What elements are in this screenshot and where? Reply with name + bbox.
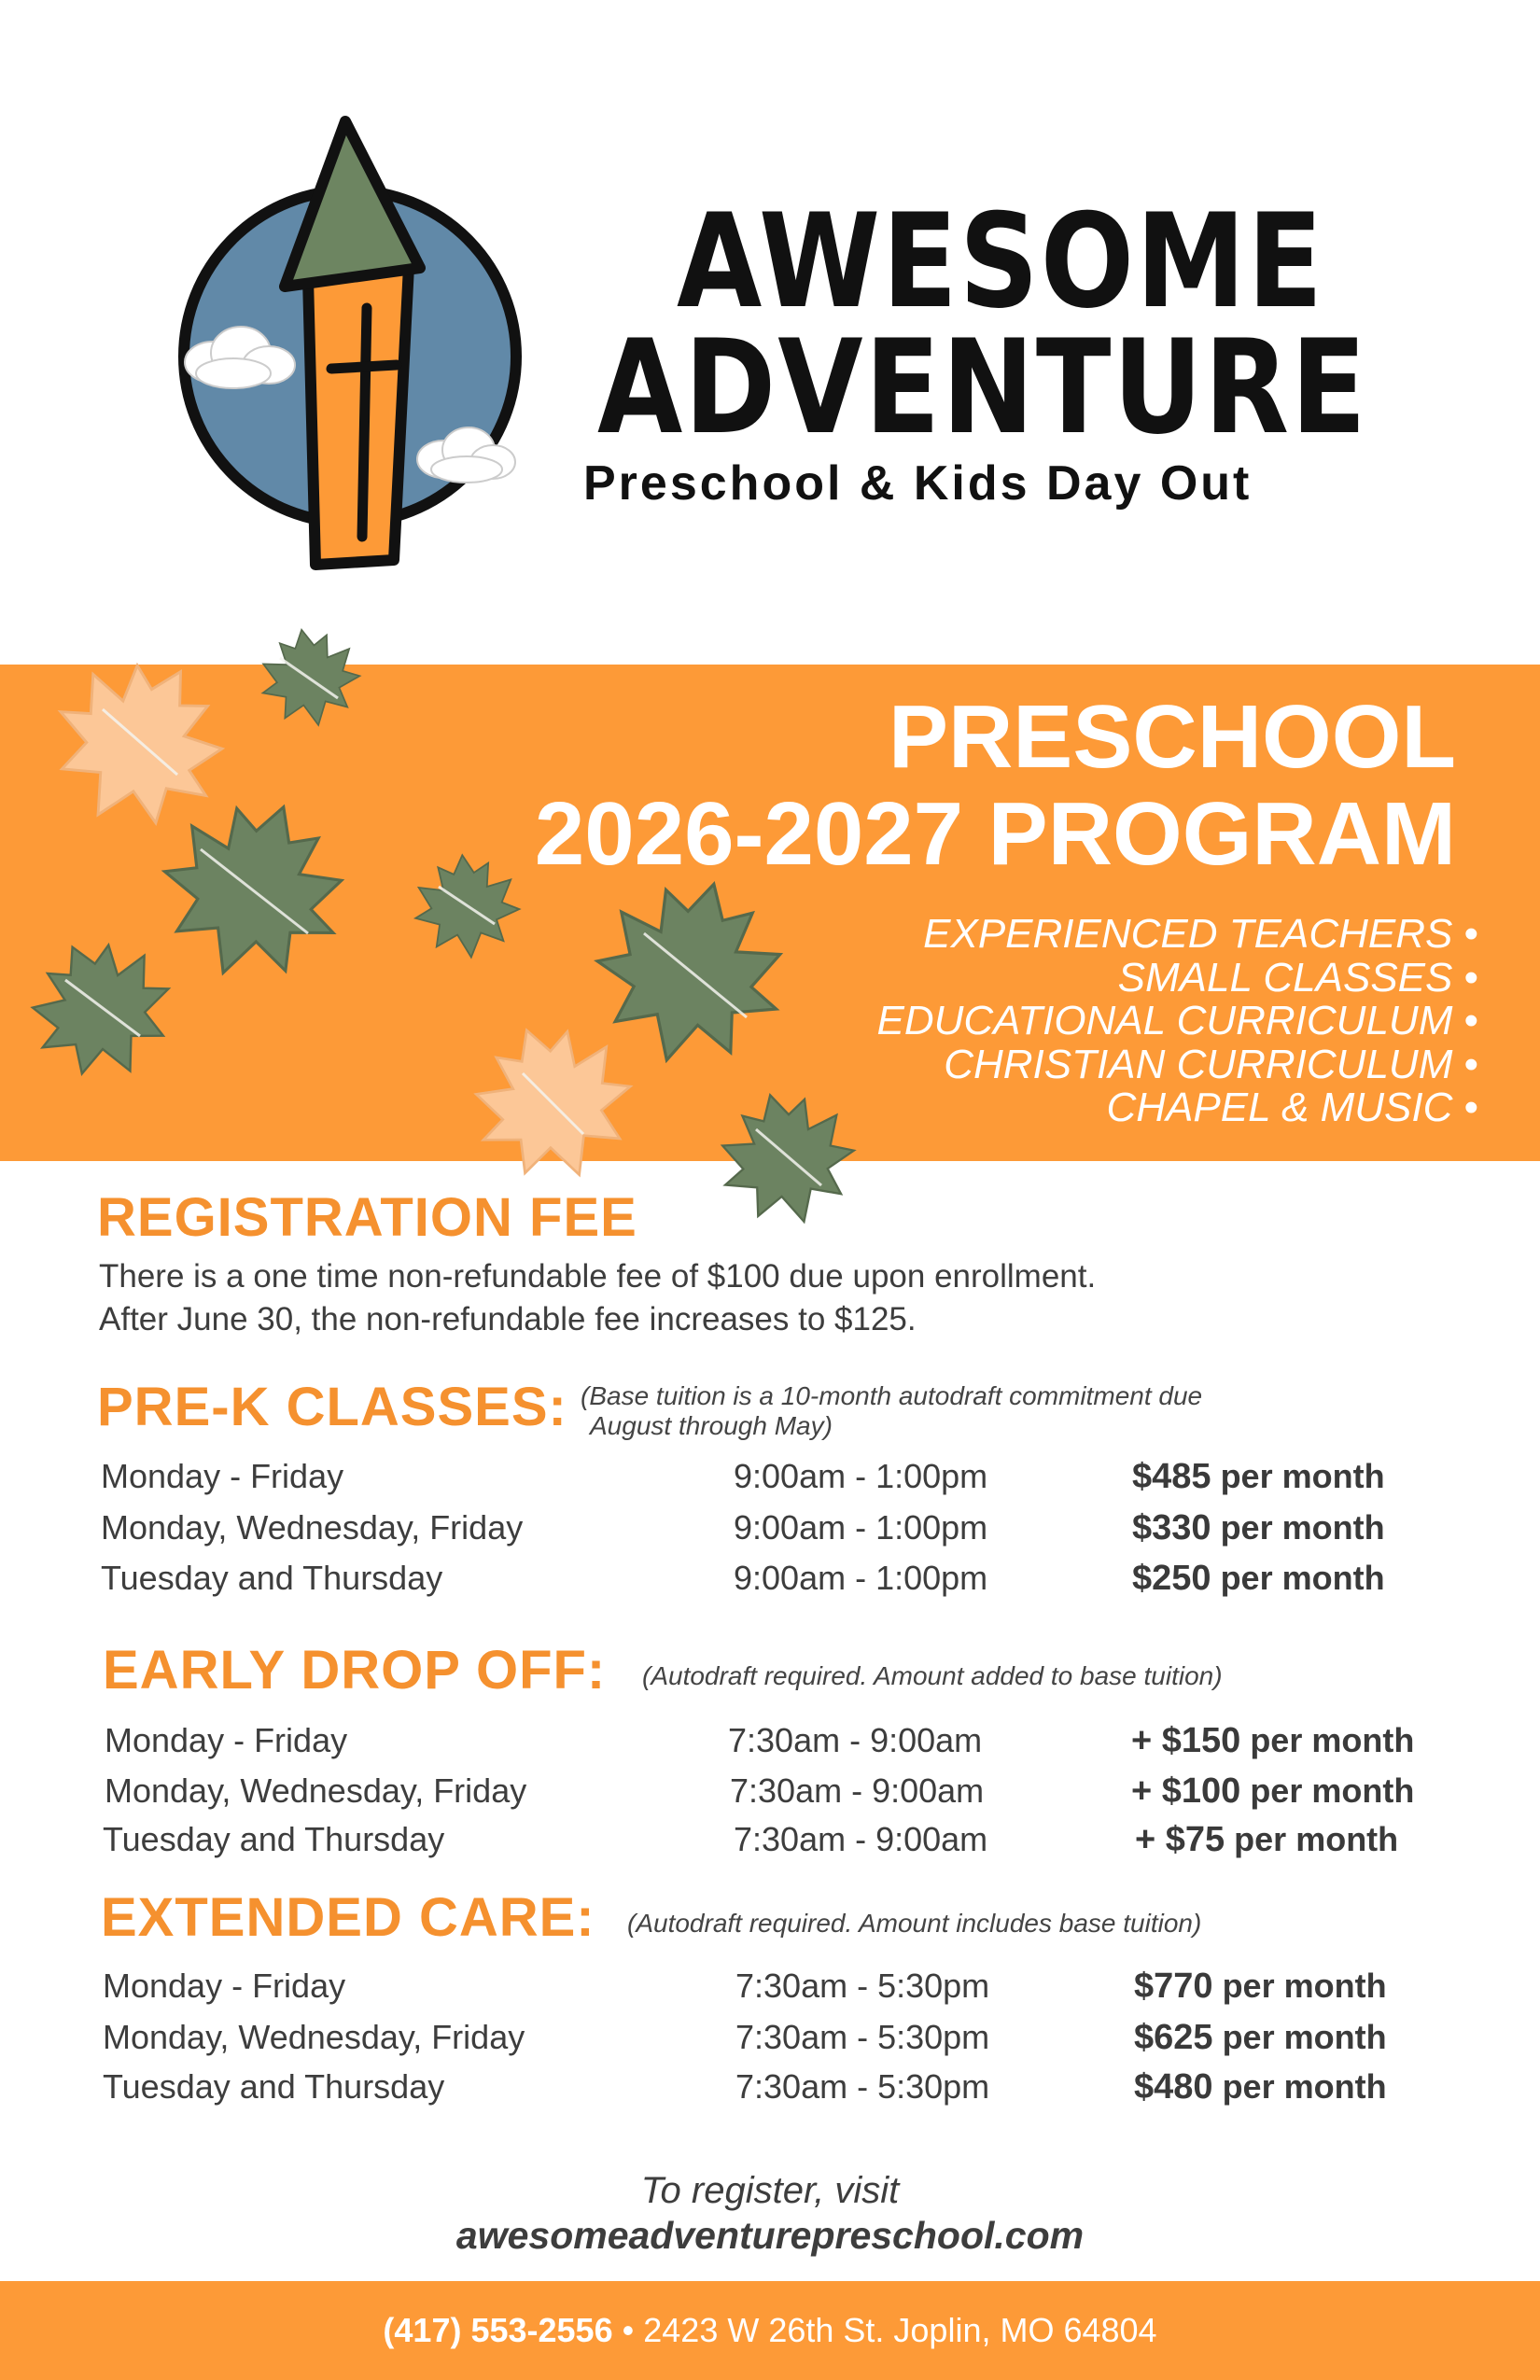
feature-list — [876, 913, 1478, 1130]
schedule-days: Monday - Friday — [101, 1457, 344, 1495]
schedule-time: 9:00am - 1:00pm — [734, 1559, 988, 1597]
schedule-days: Tuesday and Thursday — [101, 1559, 443, 1597]
brand-subtitle: Preschool & Kids Day Out — [583, 456, 1253, 511]
feature-item: EDUCATIONAL CURRICULUM • — [876, 1000, 1478, 1043]
program-title — [535, 689, 1456, 883]
early-dropoff-note: (Autodraft required. Amount added to base tuition) — [642, 1661, 1223, 1690]
footer-contact-bar — [0, 2281, 1540, 2380]
brand-title-line1: AWESOME — [677, 185, 1325, 338]
schedule-time: 9:00am - 1:00pm — [734, 1457, 988, 1495]
schedule-price: $485 per month — [1132, 1457, 1385, 1496]
feature-item: CHAPEL & MUSIC • — [876, 1086, 1478, 1130]
program-title-line1: PRESCHOOL — [888, 687, 1456, 787]
prek-row — [101, 1508, 1454, 1555]
schedule-price: $770 per month — [1134, 1967, 1387, 2006]
schedule-price: + $75 per month — [1135, 1820, 1399, 1859]
early-row — [103, 1820, 1456, 1867]
feature-item: CHRISTIAN CURRICULUM • — [876, 1043, 1478, 1087]
early-row — [105, 1721, 1458, 1768]
extended-row — [103, 2018, 1456, 2065]
website-link[interactable]: awesomeadventurepreschool.com — [455, 2214, 1085, 2257]
extended-care-note: (Autodraft required. Amount includes base tuition) — [627, 1909, 1202, 1938]
early-row — [105, 1771, 1458, 1818]
feature-item: SMALL CLASSES • — [876, 957, 1478, 1001]
prek-heading: PRE-K CLASSES: — [97, 1377, 567, 1437]
brand-title-line2: ADVENTURE — [597, 311, 1368, 464]
schedule-price: $250 per month — [1132, 1559, 1385, 1598]
address: 2423 W 26th St. Joplin, MO 64804 — [643, 2311, 1157, 2349]
phone-number[interactable]: (417) 553-2556 — [383, 2311, 613, 2349]
schedule-days: Monday - Friday — [105, 1721, 348, 1759]
schedule-time: 9:00am - 1:00pm — [734, 1508, 988, 1547]
schedule-time: 7:30am - 9:00am — [734, 1820, 988, 1858]
extended-row — [103, 2067, 1456, 2114]
prek-row — [101, 1559, 1454, 1605]
footer-separator: • — [622, 2311, 635, 2349]
schedule-time: 7:30am - 5:30pm — [735, 2067, 990, 2106]
schedule-time: 7:30am - 9:00am — [728, 1721, 983, 1759]
prek-note-line2: August through May) — [590, 1411, 833, 1440]
schedule-price: $480 per month — [1134, 2067, 1387, 2107]
schedule-time: 7:30am - 5:30pm — [735, 2018, 990, 2056]
schedule-price: + $150 per month — [1131, 1721, 1415, 1760]
registration-text-line1: There is a one time non-refundable fee of $100 due upon enrollment. — [99, 1258, 1097, 1295]
feature-item: EXPERIENCED TEACHERS • — [876, 913, 1478, 957]
schedule-days: Monday, Wednesday, Friday — [105, 1771, 527, 1810]
schedule-days: Monday, Wednesday, Friday — [101, 1508, 524, 1547]
schedule-days: Monday, Wednesday, Friday — [103, 2018, 525, 2056]
registration-heading: REGISTRATION FEE — [97, 1187, 637, 1248]
early-dropoff-heading: EARLY DROP OFF: — [103, 1640, 607, 1701]
schedule-price: $625 per month — [1134, 2018, 1387, 2057]
schedule-time: 7:30am - 9:00am — [730, 1771, 985, 1810]
schedule-days: Tuesday and Thursday — [103, 1820, 445, 1858]
schedule-price: $330 per month — [1132, 1508, 1385, 1547]
schedule-days: Tuesday and Thursday — [103, 2067, 445, 2106]
schedule-price: + $100 per month — [1131, 1771, 1415, 1811]
extended-care-heading: EXTENDED CARE: — [101, 1887, 595, 1948]
registration-text-line2: After June 30, the non-refundable fee increases to $125. — [99, 1301, 917, 1337]
prek-note-line1: (Base tuition is a 10-month autodraft commitment due — [581, 1381, 1203, 1410]
schedule-time: 7:30am - 5:30pm — [735, 1967, 990, 2005]
prek-row — [101, 1457, 1454, 1504]
extended-row — [103, 1967, 1456, 2013]
register-prompt: To register, visit — [640, 2170, 900, 2211]
schedule-days: Monday - Friday — [103, 1967, 346, 2005]
program-title-line2: 2026-2027 PROGRAM — [534, 784, 1456, 884]
